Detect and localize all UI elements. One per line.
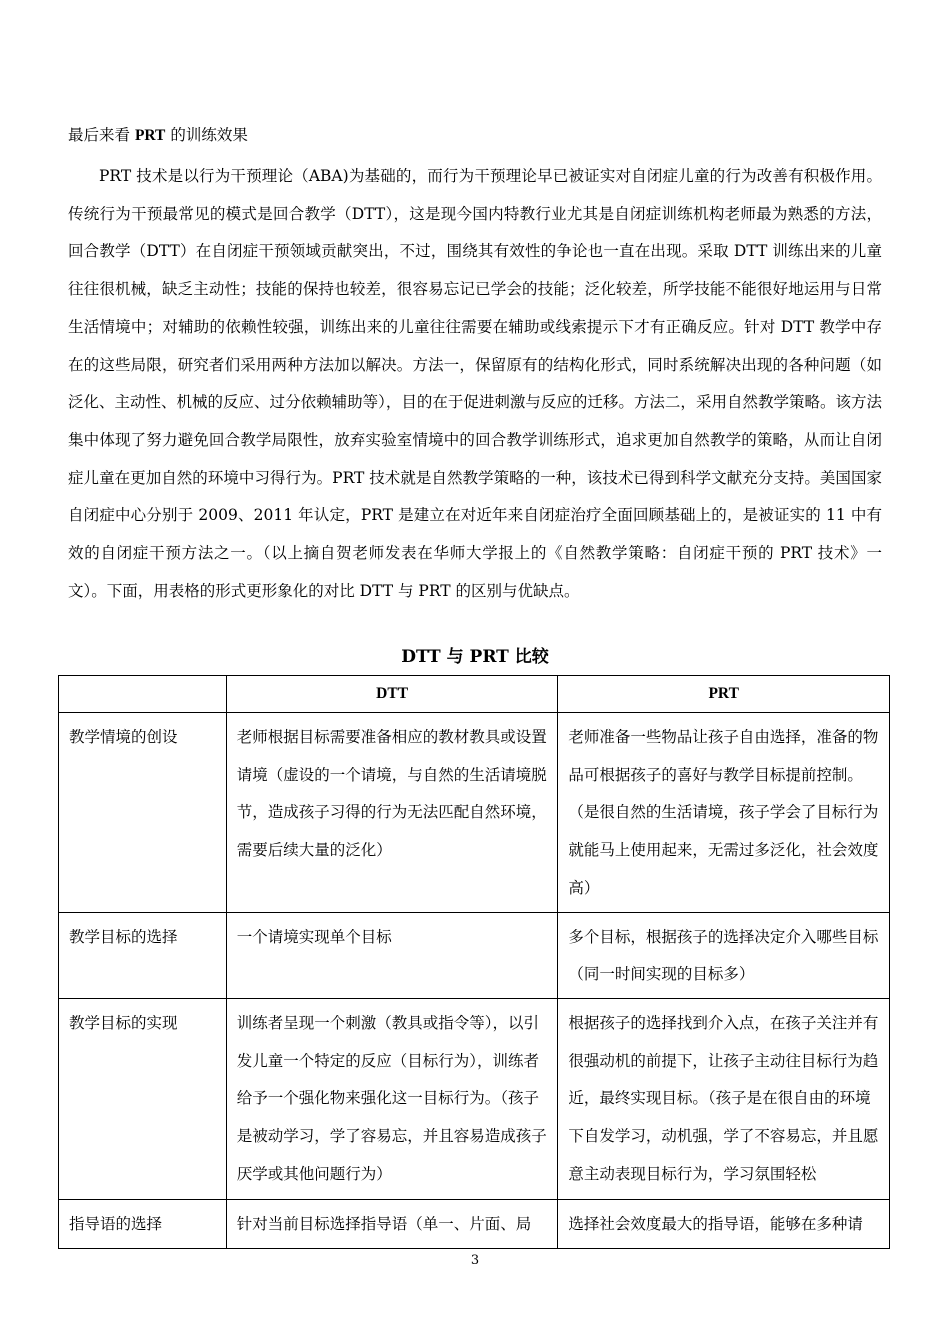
- prt-cell: [558, 1199, 890, 1248]
- row-label: 教学目标的实现: [59, 998, 227, 1199]
- row-label: 教学目标的选择: [59, 912, 227, 998]
- prt-cell: 多个目标，根据孩子的选择决定介入哪些目标（同一时间实现的目标多）: [558, 912, 890, 998]
- header-prt: PRT: [558, 676, 890, 713]
- heading-pre: 最后来看: [68, 126, 135, 144]
- heading-bold: PRT: [134, 127, 166, 144]
- page-number: 3: [470, 1253, 480, 1268]
- table-row: [59, 1199, 890, 1248]
- row-label: [59, 1199, 227, 1248]
- header-blank: [59, 676, 227, 713]
- row-label-text: 指导语的选择: [69, 1214, 163, 1233]
- dtt-cell: 训练者呈现一个刺激（教具或指令等），以引发儿童一个特定的反应（目标行为），训练者给予一个强化物来强化这一目标行为。（孩子是被动学习，学了容易忘，并且容易造成孩子厌学或其他问题行为）: [226, 998, 558, 1199]
- table-row: [59, 713, 890, 913]
- table-title: DTT 与 PRT 比较: [401, 647, 549, 667]
- row-label: 教学情境的创设: [59, 713, 227, 913]
- comparison-table: [58, 675, 890, 1249]
- header-dtt: DTT: [226, 676, 558, 713]
- table-header-row: [59, 676, 890, 713]
- body-paragraph: PRT 技术是以行为干预理论（ABA)为基础的，而行为干预理论早已被证实对自闭症儿童的行为改善有积极作用。传统行为干预最常见的模式是回合教学（DTT），这是现今国内特教行业尤其是自闭症训练机构老师最为熟悉的方法，回合教学（DTT）在自闭症干预领域贡献突出，不过，围绕其有效性的争论也一直在出现。采取 DTT 训练出来的儿童往往很机械，缺乏主动性；技能的保持也较差，很容易忘记已学会的技能；泛化较差，所学技能不能很好地运用与日常生活情境中；对辅助的依赖性较强，训练出来的儿童往往需要在辅助或线索提示下才有正确反应。针对 DTT 教学中存在的这些局限，研究者们采用两种方法加以解决。方法一，保留原有的结构化形式，同时系统解决出现的各种问题（如泛化、主动性、机械的反应、过分依赖辅助等），目的在于促进刺激与反应的迁移。方法二，采用自然教学策略。该方法集中体现了努力避免回合教学局限性，放弃实验室情境中的回合教学训练形式，追求更加自然教学的策略，从而让自闭症儿童在更加自然的环境中习得行为。PRT 技术就是自然教学策略的一种，该技术已得到科学文献充分支持。美国国家自闭症中心分别于 2009、2011 年认定，PRT 是建立在对近年来自闭症治疗全面回顾基础上的，是被证实的 11 中有效的自闭症干预方法之一。（以上摘自贺老师发表在华师大学报上的《自然教学策略：自闭症干预的 PRT 技术》一文）。下面，用表格的形式更形象化的对比 DTT 与 PRT 的区别与优缺点。: [68, 167, 882, 600]
- table-row: [59, 998, 890, 1199]
- heading-post: 的训练效果: [165, 126, 248, 144]
- table-row: [59, 912, 890, 998]
- dtt-cell: 一个请境实现单个目标: [226, 912, 558, 998]
- prt-cell: 老师准备一些物品让孩子自由选择，准备的物品可根据孩子的喜好与教学目标提前控制。（是很自然的生活请境，孩子学会了目标行为就能马上使用起来，无需过多泛化，社会效度高）: [558, 713, 890, 913]
- prt-cell: 根据孩子的选择找到介入点，在孩子关注并有很强动机的前提下，让孩子主动往目标行为趋近，最终实现目标。（孩子是在很自由的环境下自发学习，动机强，学了不容易忘，并且愿意主动表现目标行为，学习氛围轻松: [558, 998, 890, 1199]
- prt-cell-text: 选择社会效度最大的指导语，能够在多种请: [568, 1214, 863, 1233]
- section-heading: [68, 124, 248, 147]
- dtt-cell: [226, 1199, 558, 1248]
- dtt-cell-text: 针对当前目标选择指导语（单一、片面、局: [236, 1214, 532, 1233]
- dtt-cell: 老师根据目标需要准备相应的教材教具或设置请境（虚设的一个请境，与自然的生活请境脱节，造成孩子习得的行为无法匹配自然环境，需要后续大量的泛化）: [226, 713, 558, 913]
